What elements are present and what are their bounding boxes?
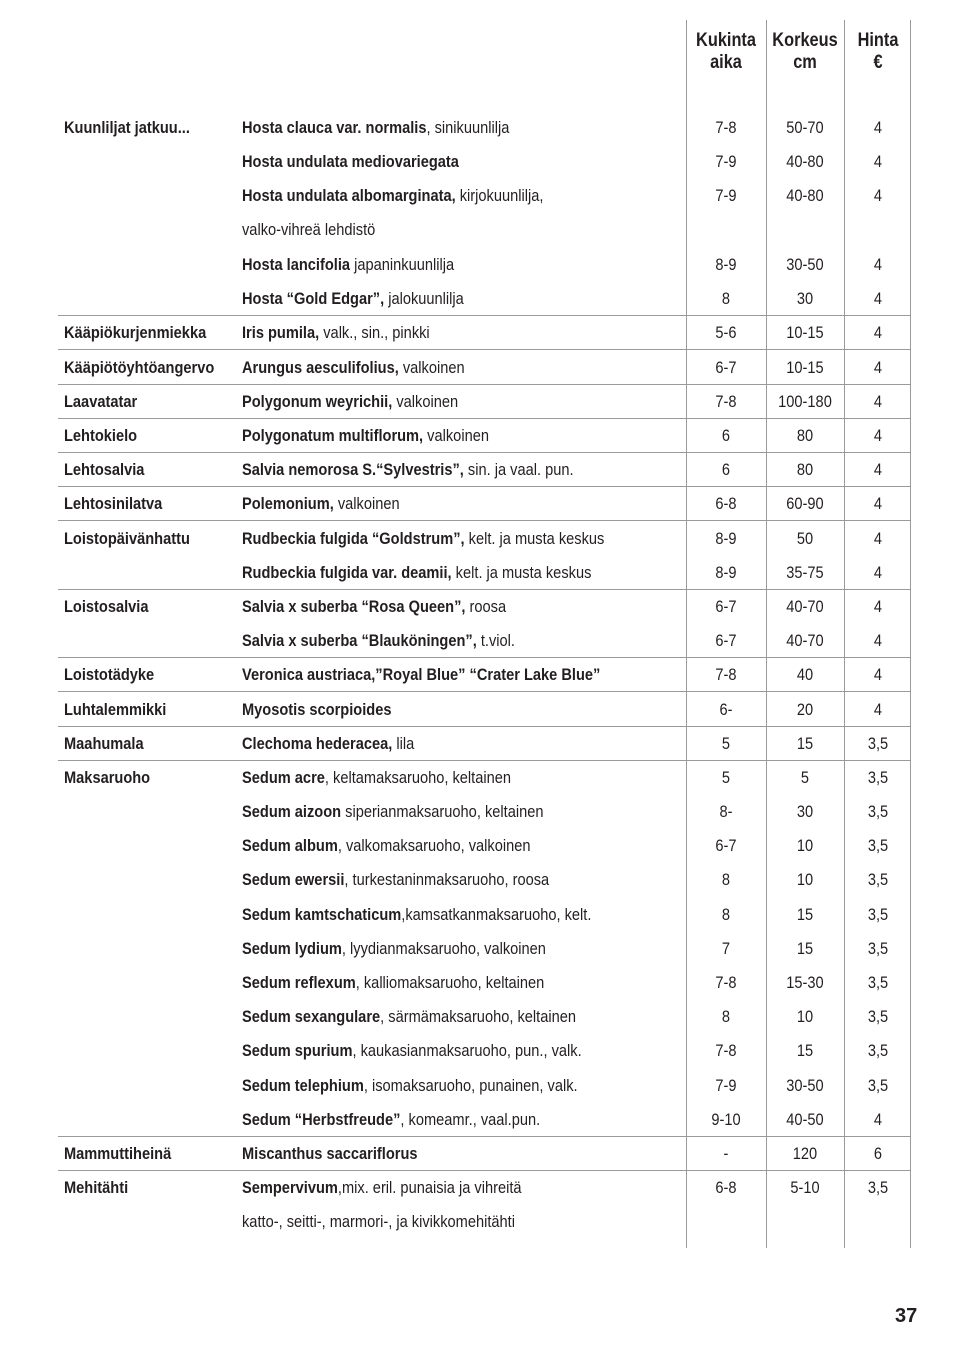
botanical-name: Hosta undulata mediovariegata (242, 152, 459, 171)
botanical-name: Salvia nemorosa S.“Sylvestris”, (242, 460, 464, 479)
height-cell: 10 (796, 1007, 814, 1026)
row-divider (58, 452, 910, 453)
botanical-name: Sedum aizoon (242, 802, 342, 821)
common-name: kelt. ja musta keskus (451, 563, 592, 582)
common-name: valkoinen (333, 494, 400, 513)
row-divider (58, 349, 910, 350)
height-cell: 30 (796, 802, 814, 821)
price-cell: 4 (873, 289, 883, 308)
height-cell: 30 (796, 289, 814, 308)
group-name: Kuunliljat jatkuu... (64, 118, 190, 137)
common-name: siperianmaksaruoho, keltainen (341, 802, 544, 821)
row-divider (58, 1170, 910, 1171)
height-cell: 5-10 (790, 1178, 820, 1197)
common-name: katto-, seitti-, marmori-, ja kivikkomehitähti (242, 1212, 515, 1231)
price-cell: 4 (873, 152, 883, 171)
height-cell: 5 (800, 768, 810, 787)
botanical-name: Polygonatum multiflorum, (242, 426, 424, 445)
price-cell: 4 (873, 118, 883, 137)
price-cell: 4 (873, 529, 883, 548)
botanical-name: Rudbeckia fulgida var. deamii, (242, 563, 452, 582)
plant-description (242, 220, 375, 240)
bloom-cell: 8-9 (715, 563, 737, 582)
group-name: Laavatatar (64, 392, 138, 411)
plant-description (242, 255, 454, 275)
bloom-cell: 7 (721, 939, 731, 958)
bloom-cell: 6-7 (715, 597, 737, 616)
plant-description (242, 426, 489, 446)
price-cell: 4 (873, 1110, 883, 1129)
price-cell: 3,5 (867, 1178, 889, 1197)
common-name: lila (392, 734, 415, 753)
row-divider (58, 486, 910, 487)
common-name: , valkomaksaruoho, valkoinen (337, 836, 531, 855)
botanical-name: Sedum telephium (242, 1076, 364, 1095)
botanical-name: Iris pumila, (242, 323, 320, 342)
price-cell: 4 (873, 323, 883, 342)
group-name: Mehitähti (64, 1178, 129, 1197)
row-divider (58, 315, 910, 316)
plant-description (242, 973, 544, 993)
row-divider (58, 657, 910, 658)
group-name: Lehtosinilatva (64, 494, 163, 513)
botanical-name: Myosotis scorpioides (242, 700, 392, 719)
price-cell: 3,5 (867, 768, 889, 787)
column-divider (686, 20, 687, 1248)
botanical-name: Hosta lancifolia (242, 255, 351, 274)
common-name: kirjokuunlilja, (455, 186, 544, 205)
plant-description (242, 836, 530, 856)
botanical-name: Arungus aesculifolius, (242, 358, 399, 377)
height-cell: 10-15 (786, 323, 824, 342)
plant-description (242, 1076, 578, 1096)
plant-description (242, 392, 458, 412)
bloom-cell: 5 (721, 768, 731, 787)
plant-description (242, 1212, 515, 1232)
price-cell: 3,5 (867, 1007, 889, 1026)
plant-description (242, 460, 574, 480)
common-name: , sinikuunlilja (426, 118, 510, 137)
bloom-cell: 7-9 (715, 186, 737, 205)
height-cell: 15-30 (786, 973, 824, 992)
bloom-cell: 5-6 (715, 323, 737, 342)
height-cell: 60-90 (786, 494, 824, 513)
group-name: Maksaruoho (64, 768, 151, 787)
bloom-cell: 8 (721, 870, 731, 889)
plant-description (242, 939, 546, 959)
bloom-cell: 6-7 (715, 358, 737, 377)
plant-description (242, 358, 465, 378)
botanical-name: Sedum album (242, 836, 338, 855)
common-name: , kalliomaksaruoho, keltainen (355, 973, 545, 992)
bloom-cell: 7-8 (715, 118, 737, 137)
botanical-name: Hosta undulata albomarginata, (242, 186, 456, 205)
common-name: , särmämaksaruoho, keltainen (380, 1007, 576, 1026)
common-name: japaninkuunlilja (350, 255, 455, 274)
common-name: roosa (465, 597, 507, 616)
price-cell: 3,5 (867, 1076, 889, 1095)
bloom-cell: 6-7 (715, 631, 737, 650)
price-cell: 4 (873, 426, 883, 445)
height-cell: 40-80 (786, 152, 824, 171)
column-header-bloom-line2: aika (710, 52, 742, 73)
botanical-name: Polemonium, (242, 494, 334, 513)
price-cell: 6 (873, 1144, 883, 1163)
bloom-cell: - (723, 1144, 729, 1163)
price-cell: 4 (873, 392, 883, 411)
plant-description (242, 1144, 418, 1164)
plant-description (242, 1041, 582, 1061)
bloom-cell: 6 (721, 460, 731, 479)
row-divider (58, 384, 910, 385)
bloom-cell: 8 (721, 1007, 731, 1026)
bloom-cell: 7-8 (715, 392, 737, 411)
price-cell: 3,5 (867, 870, 889, 889)
column-header-height-line1: Korkeus (772, 30, 838, 51)
height-cell: 50 (796, 529, 814, 548)
botanical-name: Clechoma hederacea, (242, 734, 393, 753)
column-header-price (849, 30, 907, 74)
botanical-name: Sedum “Herbstfreude” (242, 1110, 401, 1129)
common-name: valk., sin., pinkki (319, 323, 430, 342)
height-cell: 10 (796, 836, 814, 855)
row-divider (58, 418, 910, 419)
botanical-name: Miscanthus saccariflorus (242, 1144, 418, 1163)
plant-description (242, 700, 391, 720)
column-divider (844, 20, 845, 1248)
botanical-name: Rudbeckia fulgida “Goldstrum”, (242, 529, 465, 548)
column-header-bloom-line1: Kukinta (696, 30, 756, 51)
plant-description (242, 597, 506, 617)
plant-description (242, 802, 543, 822)
bloom-cell: 8-9 (715, 255, 737, 274)
botanical-name: Sedum spurium (242, 1041, 353, 1060)
common-name: , komeamr., vaal.pun. (400, 1110, 541, 1129)
plant-description (242, 186, 543, 206)
page-number: 37 (895, 1305, 918, 1327)
group-name: Luhtalemmikki (64, 700, 167, 719)
plant-description (242, 289, 464, 309)
column-header-height (771, 30, 838, 74)
height-cell: 30-50 (786, 255, 824, 274)
botanical-name: Sedum acre (242, 768, 325, 787)
bloom-cell: 7-8 (715, 1041, 737, 1060)
group-name: Loistopäivänhattu (64, 529, 190, 548)
group-name: Lehtokielo (64, 426, 138, 445)
row-divider (58, 726, 910, 727)
common-name: ,mix. eril. punaisia ja vihreitä (337, 1178, 522, 1197)
plant-description (242, 529, 604, 549)
height-cell: 20 (796, 700, 814, 719)
group-name: Kääpiötöyhtöangervo (64, 358, 215, 377)
column-divider (910, 20, 911, 1248)
common-name: ,kamsatkanmaksaruoho, kelt. (401, 905, 592, 924)
group-name: Loistotädyke (64, 665, 155, 684)
botanical-name: Hosta clauca var. normalis (242, 118, 427, 137)
plant-description (242, 665, 600, 685)
row-divider (58, 520, 910, 521)
bloom-cell: 8 (721, 905, 731, 924)
group-name: Kääpiökurjenmiekka (64, 323, 207, 342)
botanical-name: Sedum sexangulare (242, 1007, 381, 1026)
plant-description (242, 152, 459, 172)
common-name: kelt. ja musta keskus (464, 529, 605, 548)
price-cell: 4 (873, 460, 883, 479)
plant-description (242, 768, 511, 788)
height-cell: 40-50 (786, 1110, 824, 1129)
height-cell: 50-70 (786, 118, 824, 137)
common-name: , lyydianmaksaruoho, valkoinen (341, 939, 546, 958)
common-name: , isomaksaruoho, punainen, valk. (363, 1076, 578, 1095)
price-cell: 3,5 (867, 1041, 889, 1060)
row-divider (58, 691, 910, 692)
plant-description (242, 870, 549, 890)
bloom-cell: 6-8 (715, 494, 737, 513)
height-cell: 10-15 (786, 358, 824, 377)
plant-description (242, 1178, 522, 1198)
common-name: , kaukasianmaksaruoho, pun., valk. (352, 1041, 582, 1060)
price-cell: 3,5 (867, 939, 889, 958)
height-cell: 100-180 (778, 392, 832, 411)
height-cell: 15 (796, 734, 814, 753)
height-cell: 10 (796, 870, 814, 889)
plant-description (242, 494, 400, 514)
bloom-cell: 7-9 (715, 152, 737, 171)
common-name: , keltamaksaruoho, keltainen (324, 768, 512, 787)
botanical-name: Sempervivum (242, 1178, 338, 1197)
common-name: jalokuunlilja (384, 289, 464, 308)
group-name: Lehtosalvia (64, 460, 145, 479)
price-cell: 3,5 (867, 802, 889, 821)
bloom-cell: 7-9 (715, 1076, 737, 1095)
price-cell: 4 (873, 700, 883, 719)
bloom-cell: 8 (721, 289, 731, 308)
plant-description (242, 1110, 540, 1130)
column-header-price-line2: € (873, 52, 883, 73)
common-name: , turkestaninmaksaruoho, roosa (344, 870, 550, 889)
bloom-cell: 6- (719, 700, 733, 719)
price-cell: 4 (873, 563, 883, 582)
bloom-cell: 7-8 (715, 973, 737, 992)
height-cell: 15 (796, 1041, 814, 1060)
botanical-name: Salvia x suberba “Blauköningen”, (242, 631, 477, 650)
botanical-name: Polygonum weyrichii, (242, 392, 393, 411)
height-cell: 30-50 (786, 1076, 824, 1095)
height-cell: 15 (796, 939, 814, 958)
botanical-name: Sedum kamtschaticum (242, 905, 402, 924)
column-header-bloom (692, 30, 761, 74)
height-cell: 40-70 (786, 597, 824, 616)
price-cell: 4 (873, 358, 883, 377)
botanical-name: Hosta “Gold Edgar”, (242, 289, 385, 308)
height-cell: 120 (792, 1144, 818, 1163)
price-cell: 4 (873, 597, 883, 616)
group-name: Loistosalvia (64, 597, 149, 616)
common-name: valko-vihreä lehdistö (242, 220, 376, 239)
row-divider (58, 1136, 910, 1137)
price-cell: 4 (873, 255, 883, 274)
group-name: Maahumala (64, 734, 144, 753)
group-name: Mammuttiheinä (64, 1144, 172, 1163)
row-divider (58, 589, 910, 590)
price-cell: 3,5 (867, 973, 889, 992)
common-name: t.viol. (476, 631, 515, 650)
column-header-price-line1: Hinta (857, 30, 899, 51)
row-divider (58, 760, 910, 761)
bloom-cell: 5 (721, 734, 731, 753)
column-header-height-line2: cm (793, 52, 817, 73)
height-cell: 80 (796, 460, 814, 479)
bloom-cell: 6-7 (715, 836, 737, 855)
height-cell: 40-80 (786, 186, 824, 205)
height-cell: 80 (796, 426, 814, 445)
plant-description (242, 323, 430, 343)
height-cell: 15 (796, 905, 814, 924)
common-name: valkoinen (398, 358, 465, 377)
common-name: valkoinen (392, 392, 459, 411)
price-cell: 4 (873, 665, 883, 684)
bloom-cell: 6 (721, 426, 731, 445)
plant-description (242, 905, 591, 925)
height-cell: 35-75 (786, 563, 824, 582)
botanical-name: Veronica austriaca,”Royal Blue” “Crater Lake Blue” (242, 665, 601, 684)
botanical-name: Salvia x suberba “Rosa Queen”, (242, 597, 466, 616)
bloom-cell: 9-10 (711, 1110, 741, 1129)
plant-description (242, 1007, 576, 1027)
height-cell: 40 (796, 665, 814, 684)
price-cell: 4 (873, 494, 883, 513)
botanical-name: Sedum ewersii (242, 870, 345, 889)
botanical-name: Sedum lydium (242, 939, 342, 958)
botanical-name: Sedum reflexum (242, 973, 356, 992)
bloom-cell: 6-8 (715, 1178, 737, 1197)
bloom-cell: 7-8 (715, 665, 737, 684)
bloom-cell: 8-9 (715, 529, 737, 548)
common-name: sin. ja vaal. pun. (463, 460, 574, 479)
price-cell: 3,5 (867, 734, 889, 753)
plant-description (242, 631, 515, 651)
plant-description (242, 734, 414, 754)
column-divider (766, 20, 767, 1248)
bloom-cell: 8- (719, 802, 733, 821)
price-cell: 3,5 (867, 905, 889, 924)
plant-description (242, 118, 509, 138)
height-cell: 40-70 (786, 631, 824, 650)
common-name: valkoinen (423, 426, 489, 445)
plant-description (242, 563, 591, 583)
price-cell: 4 (873, 631, 883, 650)
price-cell: 3,5 (867, 836, 889, 855)
price-cell: 4 (873, 186, 883, 205)
